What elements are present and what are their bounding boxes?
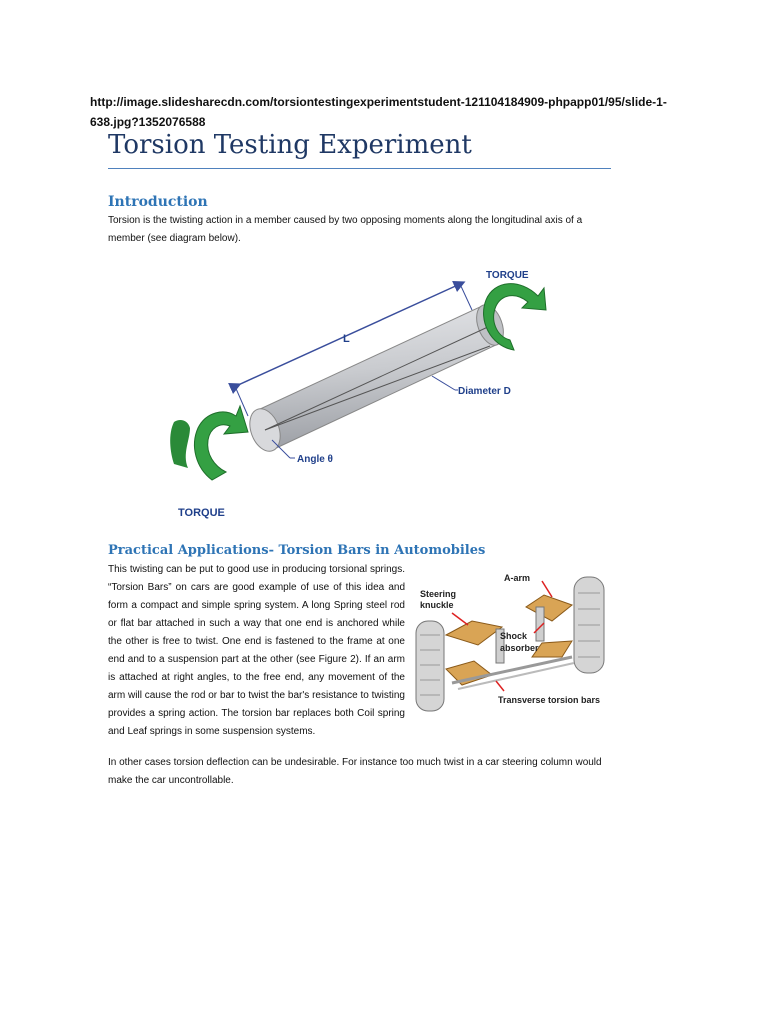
diameter-leader <box>432 376 458 390</box>
introduction-text: Torsion is the twisting action in a member caused by two opposing moments along the longitudinal axis of a member (see diagram below). <box>108 215 583 244</box>
torsion-bar-suspension-diagram <box>412 565 612 720</box>
torque-arrow-bottom <box>170 406 248 480</box>
applications-text: This twisting can be put to good use in producing torsional springs. “Torsion Bars” on cars are good example of use of this idea and form a compact and simple spring system. A long Spring steel rod or flat bar attached in such a way that one end is anchored while the other is free to twist. One end is fastened to the frame at one end and to a suspension part at the other (see Figure 2). If an arm is attached at right angles, to the free end, any movement of the arm will cause the rod or bar to twist the bar's resistance to twisting provides a spring action. The torsion bar replaces both Coil spring and Leaf springs in some suspension systems. <box>108 564 405 737</box>
steering-knuckle-label: Steering knuckle <box>420 589 457 610</box>
introduction-heading: Introduction <box>108 194 208 210</box>
source-url: http://image.slidesharecdn.com/torsiontestingexperimentstudent-121104184909-phpapp01/95/slide-1-638.jpg?1352076588 <box>90 95 667 129</box>
torque-label-top: TORQUE <box>486 270 529 281</box>
rod-shape <box>244 301 508 455</box>
applications-heading: Practical Applications- Torsion Bars in Automobiles <box>108 543 486 558</box>
left-wheel <box>416 621 444 711</box>
torsion-bars-label: Transverse torsion bars <box>498 695 601 705</box>
right-wheel <box>574 577 604 673</box>
torque-label-bottom: TORQUE <box>178 507 225 519</box>
page-title: Torsion Testing Experiment <box>108 130 472 160</box>
torsion-rod-diagram <box>160 258 560 528</box>
closing-text: In other cases torsion deflection can be undesirable. For instance too much twist in a car steering column would make the car uncontrollable. <box>108 757 602 786</box>
angle-label: Angle θ <box>297 454 333 465</box>
shock-absorber-label: Shock absorber <box>500 631 539 653</box>
a-arm-label: A-arm <box>504 573 531 583</box>
length-label: L <box>343 333 350 345</box>
title-divider <box>108 168 611 169</box>
diameter-label: Diameter D <box>458 386 511 397</box>
